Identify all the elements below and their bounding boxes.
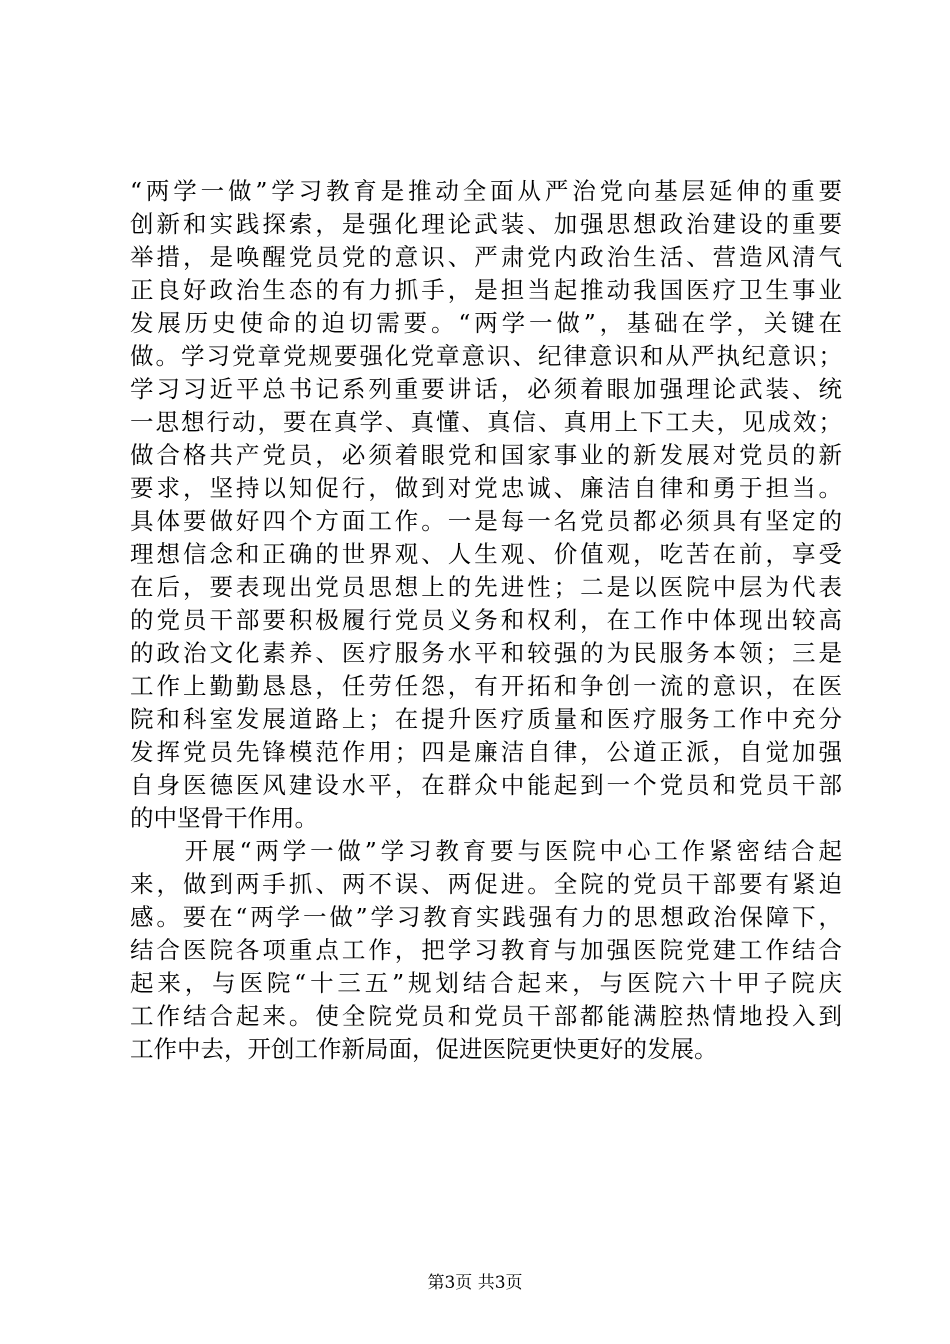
text-line: 自身医德医风建设水平，在群众中能起到一个党员和党员干部: [130, 771, 842, 799]
text-line: 发展历史使命的迫切需要。“两学一做”，基础在学，关键在: [130, 309, 842, 337]
text-line: 做合格共产党员，必须着眼党和国家事业的新发展对党员的新: [130, 441, 842, 469]
text-line: “两学一做”学习教育是推动全面从严治党向基层延伸的重要: [130, 177, 842, 205]
text-line: 学习习近平总书记系列重要讲话，必须着眼加强理论武装、统: [130, 375, 842, 403]
body-text: [130, 175, 842, 1066]
text-line: 理想信念和正确的世界观、人生观、价值观，吃苦在前，享受: [130, 540, 842, 568]
text-line: 的政治文化素养、医疗服务水平和较强的为民服务本领；三是: [130, 639, 842, 667]
text-line: 一思想行动，要在真学、真懂、真信、真用上下工夫，见成效；: [130, 408, 842, 436]
text-line: 起来，与医院“十三五”规划结合起来，与医院六十甲子院庆: [130, 969, 842, 997]
text-line: 在后，要表现出党员思想上的先进性；二是以医院中层为代表: [130, 573, 842, 601]
paragraph-end-line: 的中坚骨干作用。: [130, 804, 318, 832]
text-line: 正良好政治生态的有力抓手，是担当起推动我国医疗卫生事业: [130, 276, 842, 304]
text-line: 感。要在“两学一做”学习教育实践强有力的思想政治保障下，: [130, 903, 842, 931]
text-line: 做。学习党章党规要强化党章意识、纪律意识和从严执纪意识；: [130, 342, 842, 370]
page-footer: [0, 1272, 950, 1294]
text-line: 工作结合起来。使全院党员和党员干部都能满腔热情地投入到: [130, 1002, 842, 1030]
text-line: 院和科室发展道路上；在提升医疗质量和医疗服务工作中充分: [130, 705, 842, 733]
page-number: 第3页 共3页: [427, 1273, 523, 1293]
text-line: 举措，是唤醒党员党的意识、严肃党内政治生活、营造风清气: [130, 243, 842, 271]
text-line: 具体要做好四个方面工作。一是每一名党员都必须具有坚定的: [130, 507, 842, 535]
text-line: 开展“两学一做”学习教育要与医院中心工作紧密结合起: [130, 837, 842, 865]
text-line: 发挥党员先锋模范作用；四是廉洁自律，公道正派，自觉加强: [130, 738, 842, 766]
paragraph-end-line: 工作中去，开创工作新局面，促进医院更快更好的发展。: [130, 1035, 718, 1063]
text-line: 来，做到两手抓、两不误、两促进。全院的党员干部要有紧迫: [130, 870, 842, 898]
text-line: 要求，坚持以知促行，做到对党忠诚、廉洁自律和勇于担当。: [130, 474, 842, 502]
text-line: 创新和实践探索，是强化理论武装、加强思想政治建设的重要: [130, 210, 842, 238]
text-line: 工作上勤勤恳恳，任劳任怨，有开拓和争创一流的意识，在医: [130, 672, 842, 700]
text-line: 的党员干部要积极履行党员义务和权利，在工作中体现出较高: [130, 606, 842, 634]
text-line: 结合医院各项重点工作，把学习教育与加强医院党建工作结合: [130, 936, 842, 964]
